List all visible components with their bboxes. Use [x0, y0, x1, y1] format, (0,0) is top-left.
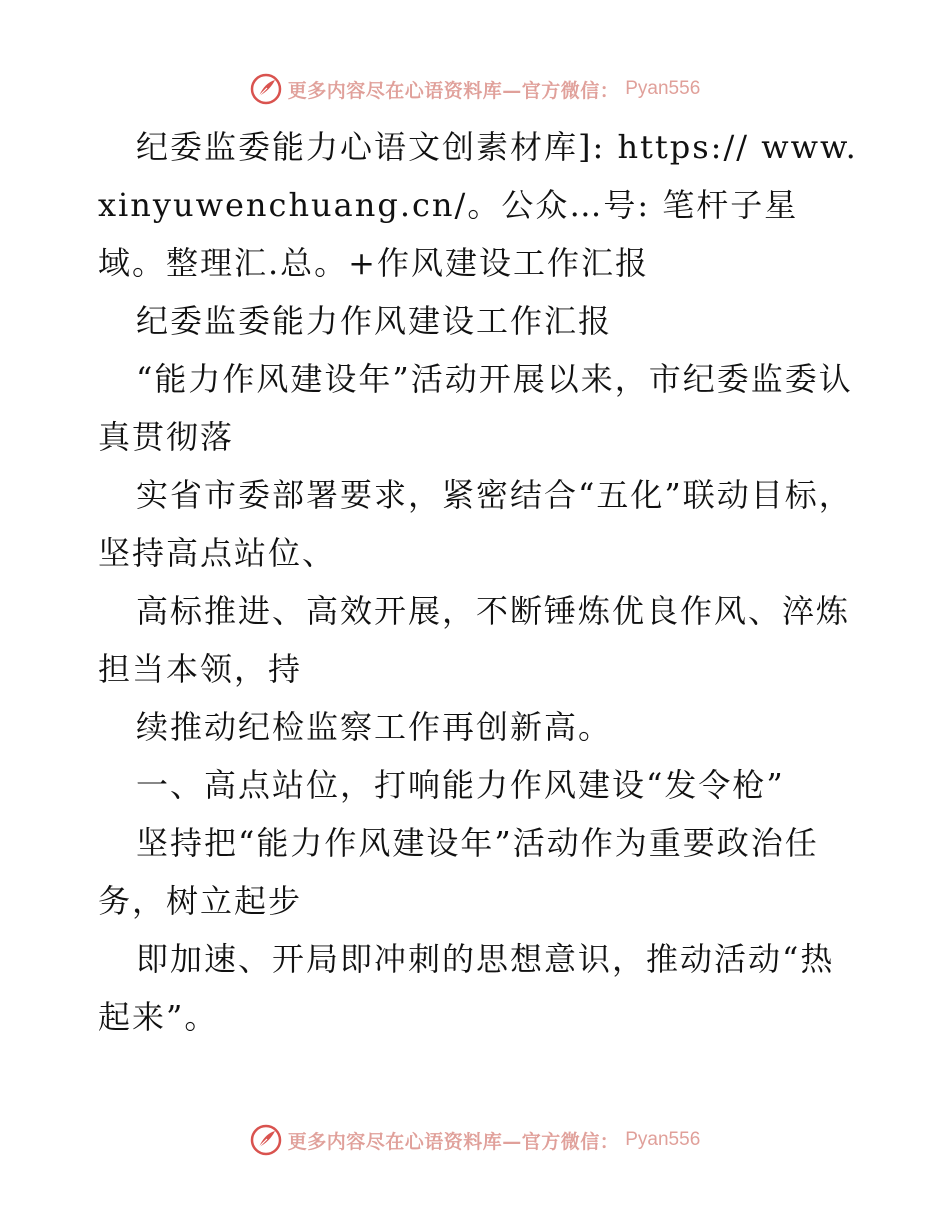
paragraph-source-note: 纪委监委能力心语文创素材库]: https:// www.xinyuwenchuang.cn/。公众…号: 笔杆子星域。整理汇.总。+作风建设工作汇报	[98, 128, 858, 282]
banner-wechat-id: Pyan556	[625, 78, 701, 99]
section-heading: 一、高点站位，打响能力作风建设“发令枪”	[136, 766, 785, 804]
feather-pen-logo-icon	[250, 73, 282, 105]
paragraph: 坚持把“能力作风建设年”活动作为重要政治任务，树立起步	[98, 824, 819, 920]
feather-pen-logo-icon	[250, 1124, 282, 1156]
header-banner	[0, 72, 950, 106]
banner-wechat-id: Pyan556	[625, 1129, 701, 1150]
banner-text: 更多内容尽在心语资料库—官方微信：	[287, 1130, 620, 1153]
paragraph: 高标推进、高效开展，不断锤炼优良作风、淬炼担当本领，持	[98, 592, 851, 688]
document-title: 纪委监委能力作风建设工作汇报	[136, 302, 613, 340]
footer-banner	[0, 1123, 950, 1157]
document-body	[98, 118, 858, 1046]
paragraph: 实省市委部署要求，紧密结合“五化”联动目标，坚持高点站位、	[98, 476, 853, 572]
banner-text: 更多内容尽在心语资料库—官方微信：	[287, 79, 620, 102]
paragraph: “能力作风建设年”活动开展以来，市纪委监委认真贯彻落	[98, 360, 853, 456]
paragraph: 即加速、开局即冲刺的思想意识，推动活动“热起来”。	[98, 940, 835, 1036]
paragraph: 续推动纪检监察工作再创新高。	[136, 708, 613, 746]
